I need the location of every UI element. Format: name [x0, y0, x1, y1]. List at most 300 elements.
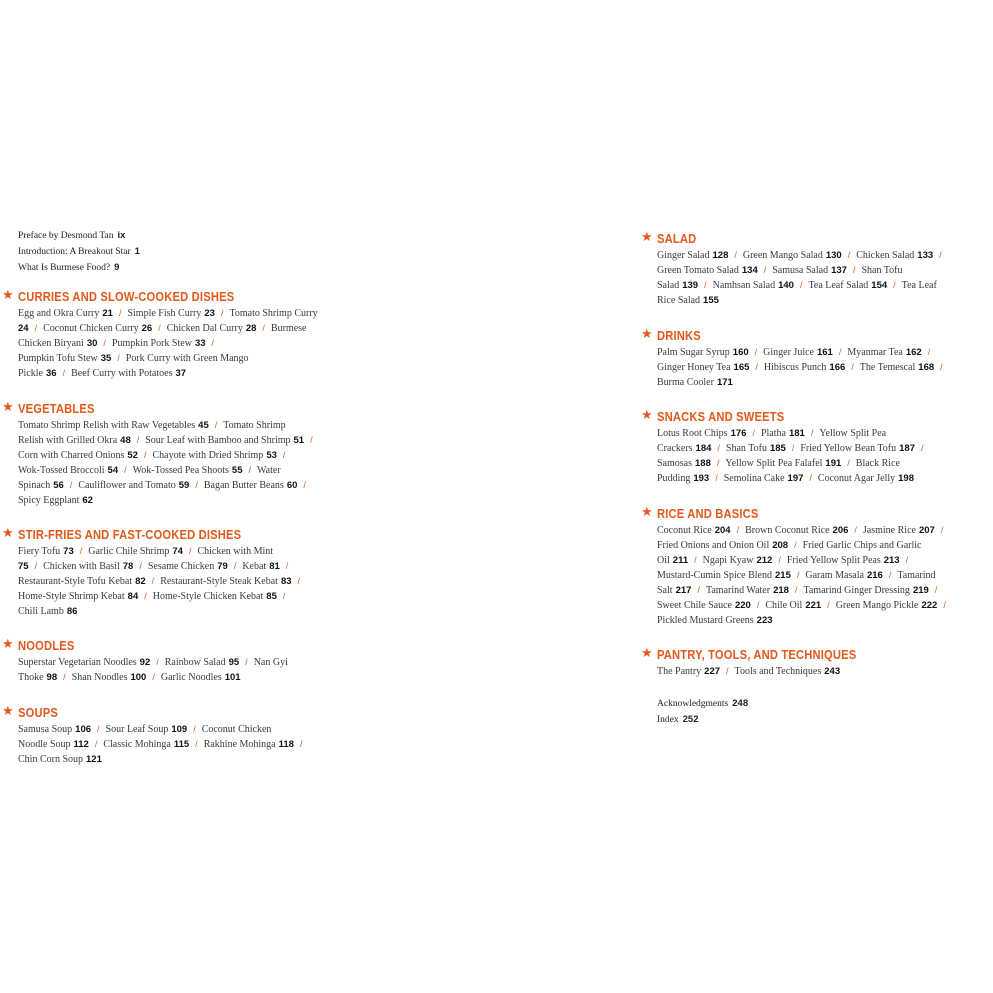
recipe-title: Pork Curry with Green Mango — [125, 353, 249, 364]
recipe-title: Rainbow Salad — [164, 657, 226, 668]
recipe-title: Chicken with Mint — [197, 546, 274, 557]
recipe-title: Restaurant-Style Steak Kebat — [160, 576, 278, 587]
entry-title: Preface by Desmond Tan — [18, 231, 114, 241]
slash-separator: / — [143, 450, 147, 460]
recipe-title: Salt — [657, 585, 673, 596]
section-title: RICE AND BASICS — [657, 506, 759, 521]
recipe-title: Fried Yellow Bean Tofu — [800, 443, 897, 454]
slash-separator: / — [34, 561, 38, 571]
page-number: 98 — [46, 672, 58, 683]
page-number: 216 — [866, 570, 883, 581]
slash-separator: / — [220, 308, 224, 318]
recipe-title: Water — [257, 465, 281, 476]
recipe-title: Chicken Dal Curry — [166, 323, 243, 334]
recipe-title: Kebat — [242, 561, 267, 572]
recipe-title: Shan Tofu — [861, 265, 903, 276]
recipe-title: Cauliflower and Tomato — [78, 480, 176, 491]
recipe-title: Fried Onions and Onion Oil — [657, 540, 770, 551]
slash-separator: / — [282, 591, 286, 601]
recipe-title: Pumpkin Pork Stew — [111, 338, 192, 349]
slash-separator: / — [778, 555, 781, 565]
slash-separator: / — [927, 347, 931, 357]
slash-separator: / — [854, 525, 857, 535]
entry-title: What Is Burmese Food? — [18, 263, 111, 273]
page-number: 215 — [775, 570, 791, 581]
recipe-title: Superstar Vegetarian Noodles — [18, 657, 137, 668]
slash-separator: / — [940, 525, 944, 535]
slash-separator: / — [893, 280, 896, 290]
recipe-title: Yellow Split Pea — [819, 428, 887, 439]
section-header — [641, 505, 952, 523]
recipe-title: Samusa Salad — [772, 265, 829, 276]
recipe-title: Burma Cooler — [657, 377, 714, 388]
recipe-title: Thoke — [18, 672, 44, 683]
toc-line — [657, 583, 952, 598]
section-title: CURRIES AND SLOW-COOKED DISHES — [18, 289, 235, 304]
section-title: SNACKS AND SWEETS — [657, 409, 785, 424]
slash-separator: / — [940, 362, 943, 372]
toc-section — [2, 704, 308, 767]
recipe-title: Tools and Techniques — [734, 666, 822, 677]
section-header — [641, 408, 930, 426]
recipe-title: Ginger Juice — [763, 347, 814, 358]
toc-line — [18, 722, 308, 737]
recipe-title: Pickled Mustard Greens — [657, 615, 754, 626]
slash-separator: / — [211, 338, 215, 348]
toc-line — [18, 655, 288, 670]
page-number: 109 — [171, 724, 188, 735]
recipe-title: Chile Oil — [765, 600, 803, 611]
page-number: 48 — [120, 435, 131, 446]
recipe-title: Spinach — [18, 480, 51, 491]
recipe-title: Home-Style Chicken Kebat — [152, 591, 264, 602]
recipe-title: Samosas — [657, 458, 692, 469]
toc-line — [18, 463, 319, 478]
toc-section — [2, 288, 318, 381]
recipe-title: Coconut Agar Jelly — [817, 473, 896, 484]
slash-separator: / — [716, 458, 720, 468]
slash-separator: / — [734, 250, 737, 260]
toc-section — [2, 526, 306, 619]
toc-line — [18, 752, 308, 767]
page-number: 208 — [772, 540, 789, 551]
recipe-title: Brown Coconut Rice — [745, 525, 830, 536]
page-number: 74 — [172, 546, 183, 557]
section-title: SALAD — [657, 231, 697, 246]
section-entries — [657, 664, 889, 679]
slash-separator: / — [299, 739, 303, 749]
slash-separator: / — [245, 657, 248, 667]
toc-line — [657, 471, 930, 486]
page-number: 188 — [695, 458, 711, 469]
page-number: 56 — [53, 480, 64, 491]
recipe-title: Wok-Tossed Pea Shoots — [132, 465, 229, 476]
recipe-title: Jasmine Rice — [862, 525, 916, 536]
slash-separator: / — [717, 443, 720, 453]
section-header — [2, 704, 308, 722]
page-number: 206 — [832, 525, 849, 536]
page-number: 221 — [805, 600, 822, 611]
star-icon: ★ — [641, 646, 653, 661]
page-number: 52 — [127, 450, 138, 461]
section-title: STIR-FRIES AND FAST-COOKED DISHES — [18, 527, 242, 542]
slash-separator: / — [847, 250, 851, 260]
slash-separator: / — [94, 739, 98, 749]
page-number: 54 — [107, 465, 119, 476]
page-number: 118 — [278, 739, 294, 750]
recipe-title: Pumpkin Tofu Stew — [18, 353, 98, 364]
page-number: 24 — [18, 323, 29, 334]
slash-separator: / — [704, 280, 707, 290]
page-number: 82 — [135, 576, 146, 587]
recipe-title: Pudding — [657, 473, 691, 484]
front-matter-entry — [18, 260, 140, 276]
slash-separator: / — [799, 280, 803, 290]
recipe-title: Coconut Chicken — [201, 724, 272, 735]
page-number: 28 — [245, 323, 257, 334]
page-number: 252 — [682, 714, 699, 725]
slash-separator: / — [62, 368, 66, 378]
page-number: 176 — [730, 428, 747, 439]
recipe-title: Platha — [760, 428, 786, 439]
recipe-title: Chili Lamb — [18, 606, 64, 617]
recipe-title: Myanmar Tea — [847, 347, 903, 358]
recipe-title: Spicy Eggplant — [18, 495, 80, 506]
recipe-title: Classic Mohinga — [103, 739, 171, 750]
toc-line — [657, 598, 952, 613]
recipe-title: Rice Salad — [657, 295, 701, 306]
toc-section — [2, 637, 288, 685]
slash-separator: / — [694, 555, 697, 565]
page-number: 193 — [693, 473, 710, 484]
section-entries — [18, 306, 318, 381]
section-title: NOODLES — [18, 638, 75, 653]
recipe-title: Tamarind — [897, 570, 936, 581]
slash-separator: / — [156, 657, 159, 667]
page-number: 130 — [825, 250, 842, 261]
slash-separator: / — [310, 435, 313, 445]
section-entries — [657, 523, 952, 628]
slash-separator: / — [193, 724, 196, 734]
recipe-title: Mustard-Cumin Spice Blend — [657, 570, 772, 581]
page-number: 101 — [224, 672, 241, 683]
section-entries — [657, 426, 930, 486]
page-number: 248 — [732, 698, 749, 709]
page-number: 75 — [18, 561, 29, 572]
recipe-title: Chin Corn Soup — [18, 754, 84, 765]
toc-section — [2, 400, 319, 508]
recipe-title: Green Mango Salad — [742, 250, 823, 261]
recipe-title: Chayote with Dried Shrimp — [152, 450, 264, 461]
section-header — [641, 230, 948, 248]
page-number: 134 — [741, 265, 758, 276]
page-number: 211 — [672, 555, 689, 566]
toc-line — [657, 263, 948, 278]
recipe-title: Rakhine Mohinga — [203, 739, 276, 750]
section-title: SOUPS — [18, 705, 59, 720]
page-number: 198 — [898, 473, 914, 484]
star-icon: ★ — [641, 327, 653, 342]
star-icon: ★ — [2, 400, 14, 415]
recipe-title: Tomato Shrimp Relish with Raw Vegetables — [18, 420, 196, 431]
recipe-title: Pickle — [18, 368, 43, 379]
slash-separator: / — [195, 480, 198, 490]
page-number: 197 — [787, 473, 804, 484]
recipe-title: Beef Curry with Potatoes — [71, 368, 173, 379]
recipe-title: The Temescal — [859, 362, 916, 373]
recipe-title: Garam Masala — [805, 570, 864, 581]
toc-line — [657, 456, 930, 471]
slash-separator: / — [139, 561, 142, 571]
slash-separator: / — [103, 338, 106, 348]
recipe-title: Sweet Chile Sauce — [657, 600, 732, 611]
page-number: 168 — [918, 362, 935, 373]
page-number: 185 — [769, 443, 786, 454]
section-header — [2, 288, 318, 306]
recipe-title: Crackers — [657, 443, 693, 454]
back-matter-list — [657, 696, 748, 728]
star-icon: ★ — [2, 288, 14, 303]
slash-separator: / — [754, 347, 758, 357]
slash-separator: / — [827, 600, 830, 610]
page-number: 220 — [734, 600, 751, 611]
page-number: 187 — [899, 443, 915, 454]
slash-separator: / — [921, 443, 924, 453]
slash-separator: / — [97, 724, 100, 734]
front-matter-entry — [18, 244, 140, 260]
recipe-title: Corn with Charred Onions — [18, 450, 125, 461]
slash-separator: / — [117, 353, 120, 363]
slash-separator: / — [285, 561, 289, 571]
recipe-title: Ngapi Kyaw — [702, 555, 754, 566]
recipe-title: Palm Sugar Syrup — [657, 347, 730, 358]
entry-title: Introduction: A Breakout Star — [18, 247, 131, 257]
entry-title: Index — [657, 715, 679, 725]
page-number: 23 — [204, 308, 215, 319]
toc-line — [18, 306, 318, 321]
recipe-title: Sesame Chicken — [147, 561, 215, 572]
slash-separator: / — [158, 323, 161, 333]
page-number: 85 — [266, 591, 277, 602]
star-icon: ★ — [641, 505, 653, 520]
toc-line — [657, 293, 948, 308]
recipe-title: Egg and Okra Curry — [18, 308, 100, 319]
star-icon: ★ — [2, 704, 14, 719]
page-number: 26 — [141, 323, 153, 334]
recipe-title: Samusa Soup — [18, 724, 73, 735]
recipe-title: Fried Yellow Split Peas — [786, 555, 881, 566]
slash-separator: / — [697, 585, 700, 595]
toc-line — [657, 664, 889, 679]
recipe-title: Garlic Noodles — [160, 672, 222, 683]
recipe-title: Black Rice — [855, 458, 900, 469]
recipe-title: Yellow Split Pea Falafel — [725, 458, 823, 469]
slash-separator: / — [791, 443, 795, 453]
page-number: 191 — [825, 458, 842, 469]
recipe-title: Tomato Shrimp Curry — [229, 308, 318, 319]
page-number: 121 — [86, 754, 102, 765]
page-number: 212 — [756, 555, 773, 566]
page-number: 59 — [178, 480, 190, 491]
toc-line — [18, 321, 318, 336]
back-matter-entry — [657, 696, 748, 712]
slash-separator: / — [905, 555, 909, 565]
page-number: 79 — [217, 561, 228, 572]
recipe-title: Simple Fish Curry — [127, 308, 202, 319]
page-number: 1 — [134, 246, 140, 257]
star-icon: ★ — [641, 408, 653, 423]
page-number: 227 — [704, 666, 721, 677]
page-number: 115 — [173, 739, 190, 750]
toc-line — [18, 366, 318, 381]
toc-line — [18, 559, 306, 574]
recipe-title: Ginger Salad — [657, 250, 710, 261]
slash-separator: / — [34, 323, 38, 333]
page-number: 204 — [714, 525, 731, 536]
section-entries — [657, 248, 948, 308]
slash-separator: / — [838, 347, 842, 357]
toc-line — [18, 448, 319, 463]
toc-line — [18, 670, 288, 685]
page-number: 84 — [127, 591, 139, 602]
page-number: 83 — [280, 576, 292, 587]
toc-line — [18, 604, 306, 619]
page-number: 137 — [831, 265, 847, 276]
toc-line — [657, 345, 949, 360]
toc-section — [641, 327, 949, 390]
page-number: 60 — [286, 480, 298, 491]
slash-separator: / — [851, 362, 854, 372]
toc-line — [657, 278, 948, 293]
page-number: 217 — [675, 585, 692, 596]
recipe-title: Semolina Cake — [723, 473, 785, 484]
slash-separator: / — [69, 480, 73, 490]
page-number: 218 — [773, 585, 789, 596]
page-number: 222 — [921, 600, 938, 611]
slash-separator: / — [151, 576, 155, 586]
recipe-title: Wok-Tossed Broccoli — [18, 465, 105, 476]
section-title: VEGETABLES — [18, 401, 95, 416]
section-entries — [18, 418, 319, 508]
slash-separator: / — [118, 308, 122, 318]
slash-separator: / — [752, 428, 755, 438]
page-number: 106 — [75, 724, 92, 735]
page-number: 37 — [175, 368, 187, 379]
slash-separator: / — [124, 465, 127, 475]
slash-separator: / — [214, 420, 218, 430]
slash-separator: / — [888, 570, 892, 580]
recipe-title: Chicken Salad — [856, 250, 915, 261]
recipe-title: Salad — [657, 280, 680, 291]
page-number: 243 — [824, 666, 841, 677]
section-title: DRINKS — [657, 328, 701, 343]
toc-line — [18, 478, 319, 493]
recipe-title: Namhsan Salad — [712, 280, 776, 291]
recipe-title: Sour Leaf Soup — [105, 724, 169, 735]
recipe-title: Tamarind Water — [705, 585, 771, 596]
page-number: 161 — [816, 347, 833, 358]
page-number: 33 — [194, 338, 206, 349]
toc-line — [657, 523, 952, 538]
page-number: 128 — [712, 250, 729, 261]
slash-separator: / — [726, 666, 729, 676]
page-number: 35 — [100, 353, 112, 364]
recipe-title: Sour Leaf with Bamboo and Shrimp — [145, 435, 291, 446]
recipe-title: Burmese — [270, 323, 307, 334]
slash-separator: / — [810, 428, 814, 438]
slash-separator: / — [756, 600, 760, 610]
page-number: 223 — [756, 615, 773, 626]
toc-line — [657, 553, 952, 568]
page-number: 53 — [266, 450, 277, 461]
page-number: 165 — [733, 362, 750, 373]
recipe-title: Shan Noodles — [71, 672, 128, 683]
section-header — [641, 646, 889, 664]
slash-separator: / — [939, 250, 942, 260]
slash-separator: / — [248, 465, 252, 475]
toc-line — [18, 351, 318, 366]
slash-separator: / — [262, 323, 265, 333]
slash-separator: / — [152, 672, 155, 682]
recipe-title: Oil — [657, 555, 670, 566]
toc-line — [657, 426, 930, 441]
slash-separator: / — [79, 546, 83, 556]
page-number: 166 — [829, 362, 846, 373]
page-number: 86 — [66, 606, 78, 617]
toc-line — [18, 574, 306, 589]
toc-line — [18, 433, 319, 448]
slash-separator: / — [796, 570, 800, 580]
toc-line — [657, 568, 952, 583]
recipe-title: Nan Gyi — [253, 657, 288, 668]
slash-separator: / — [809, 473, 812, 483]
recipe-title: The Pantry — [657, 666, 702, 677]
slash-separator: / — [282, 450, 286, 460]
section-header — [2, 400, 319, 418]
toc-section — [641, 408, 930, 486]
toc-line — [18, 336, 318, 351]
page-number: 133 — [917, 250, 934, 261]
page-number: 73 — [63, 546, 74, 557]
slash-separator: / — [136, 435, 140, 445]
slash-separator: / — [794, 540, 797, 550]
slash-separator: / — [934, 585, 938, 595]
page-number: 171 — [716, 377, 733, 388]
recipe-title: Restaurant-Style Tofu Kebat — [18, 576, 133, 587]
page-number: 160 — [732, 347, 749, 358]
section-header — [641, 327, 949, 345]
toc-section — [641, 230, 948, 308]
recipe-title: Coconut Chicken Curry — [43, 323, 139, 334]
toc-line — [18, 589, 306, 604]
toc-line — [657, 538, 952, 553]
toc-section — [641, 505, 952, 628]
page-number: 55 — [231, 465, 243, 476]
recipe-title: Chicken Biryani — [18, 338, 84, 349]
section-entries — [18, 655, 288, 685]
front-matter-entry — [18, 228, 140, 244]
page-number: 213 — [883, 555, 900, 566]
page-number: 9 — [114, 262, 120, 273]
slash-separator: / — [195, 739, 198, 749]
section-entries — [18, 722, 308, 767]
page-number: 62 — [82, 495, 93, 506]
recipe-title: Tomato Shrimp — [223, 420, 286, 431]
recipe-title: Noodle Soup — [18, 739, 71, 750]
slash-separator: / — [715, 473, 718, 483]
toc-line — [657, 375, 949, 390]
slash-separator: / — [63, 672, 66, 682]
